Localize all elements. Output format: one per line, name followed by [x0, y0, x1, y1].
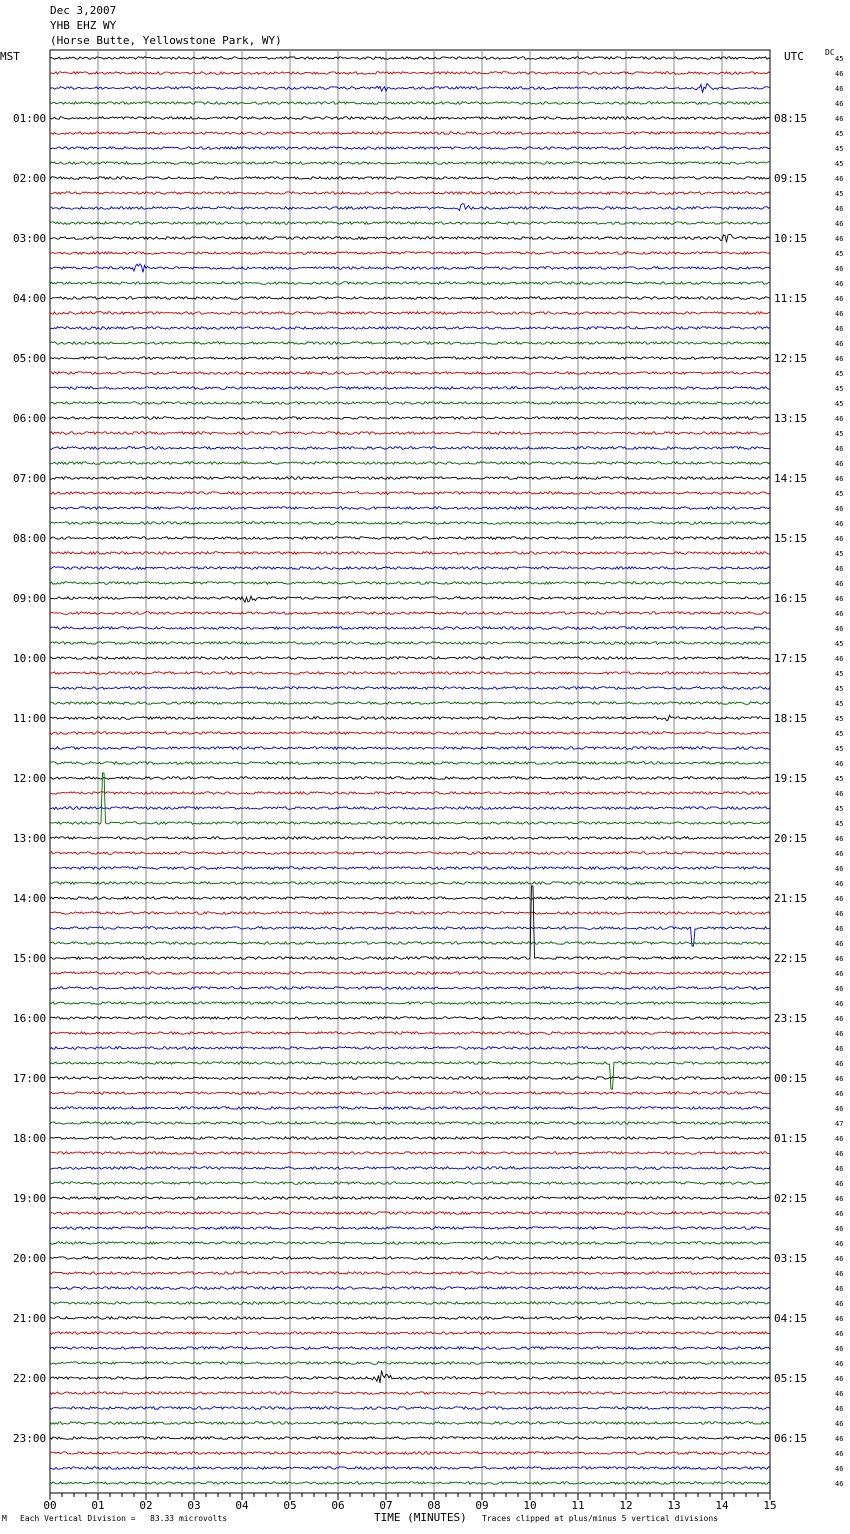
- x-tick-label: 03: [187, 1499, 201, 1512]
- trace-23: [50, 402, 770, 405]
- dc-offset-label: 46: [835, 1000, 844, 1008]
- dc-offset-label: 46: [835, 205, 844, 213]
- utc-hour-label: 23:15: [774, 1012, 808, 1025]
- dc-offset-label: 46: [835, 475, 844, 483]
- x-tick-label: 00: [43, 1499, 57, 1512]
- mst-hour-label: 01:00: [13, 112, 47, 125]
- x-tick-label: 15: [763, 1499, 777, 1512]
- mst-hour-label: 11:00: [13, 712, 47, 725]
- dc-offset-label: 46: [835, 1465, 844, 1473]
- plot-frame: [50, 50, 770, 1493]
- dc-offset-label: 45: [835, 700, 844, 708]
- dc-offset-label: 46: [835, 790, 844, 798]
- dc-offset-label: 46: [835, 985, 844, 993]
- trace-12: [50, 235, 770, 243]
- dc-offset-label: 46: [835, 925, 844, 933]
- trace-70: [50, 1107, 770, 1110]
- trace-39: [50, 642, 770, 645]
- utc-hour-label: 04:15: [774, 1312, 808, 1325]
- trace-36: [50, 596, 770, 602]
- x-tick-label: 10: [523, 1499, 537, 1512]
- utc-hour-label: 15:15: [774, 532, 808, 545]
- dc-label: DC: [825, 48, 835, 57]
- dc-offset-label: 46: [835, 865, 844, 873]
- utc-hour-label: 17:15: [774, 652, 808, 665]
- right-zone-label: UTC: [784, 50, 804, 63]
- trace-50: [50, 807, 770, 810]
- dc-offset-label: 46: [835, 220, 844, 228]
- trace-67: [50, 1062, 770, 1089]
- mst-hour-label: 19:00: [13, 1192, 47, 1205]
- mst-hour-label: 17:00: [13, 1072, 47, 1085]
- mst-hour-label: 07:00: [13, 472, 47, 485]
- dc-offset-label: 46: [835, 70, 844, 78]
- dc-offset-label: 46: [835, 85, 844, 93]
- header-station: YHB EHZ WY: [50, 19, 117, 32]
- trace-80: [50, 1257, 770, 1260]
- dc-offset-label: 45: [835, 145, 844, 153]
- mst-hour-label: 21:00: [13, 1312, 47, 1325]
- trace-89: [50, 1392, 770, 1395]
- dc-offset-label: 46: [835, 1390, 844, 1398]
- dc-offset-label: 46: [835, 595, 844, 603]
- trace-61: [50, 972, 770, 975]
- utc-hour-label: 06:15: [774, 1432, 808, 1445]
- dc-offset-label: 46: [835, 115, 844, 123]
- dc-offset-label: 46: [835, 565, 844, 573]
- trace-63: [50, 1002, 770, 1005]
- trace-95: [50, 1482, 770, 1485]
- trace-0: [50, 57, 770, 60]
- dc-offset-label: 46: [835, 1285, 844, 1293]
- dc-offset-label: 46: [835, 100, 844, 108]
- dc-offset-label: 45: [835, 250, 844, 258]
- utc-hour-label: 18:15: [774, 712, 808, 725]
- trace-54: [50, 867, 770, 870]
- dc-offset-label: 46: [835, 445, 844, 453]
- dc-offset-label: 45: [835, 160, 844, 168]
- dc-offset-label: 45: [835, 805, 844, 813]
- dc-offset-label: 46: [835, 1210, 844, 1218]
- dc-offset-label: 46: [835, 895, 844, 903]
- trace-51: [50, 773, 770, 824]
- dc-offset-label: 46: [835, 310, 844, 318]
- mst-hour-label: 16:00: [13, 1012, 47, 1025]
- trace-76: [50, 1197, 770, 1200]
- dc-offset-label: 46: [835, 1420, 844, 1428]
- trace-90: [50, 1407, 770, 1410]
- dc-offset-label: 45: [835, 640, 844, 648]
- trace-20: [50, 357, 770, 360]
- utc-hour-label: 02:15: [774, 1192, 808, 1205]
- trace-15: [50, 282, 770, 285]
- trace-56: [50, 897, 770, 900]
- trace-75: [50, 1182, 770, 1185]
- x-tick-label: 11: [571, 1499, 585, 1512]
- utc-hour-label: 19:15: [774, 772, 808, 785]
- mst-hour-label: 09:00: [13, 592, 47, 605]
- trace-8: [50, 177, 770, 180]
- mst-hour-label: 10:00: [13, 652, 47, 665]
- x-tick-label: 04: [235, 1499, 249, 1512]
- dc-offset-label: 45: [835, 745, 844, 753]
- trace-92: [50, 1437, 770, 1440]
- trace-85: [50, 1332, 770, 1335]
- x-tick-label: 12: [619, 1499, 633, 1512]
- trace-93: [50, 1452, 770, 1455]
- dc-offset-label: 46: [835, 1240, 844, 1248]
- trace-88: [50, 1371, 770, 1383]
- utc-hour-label: 11:15: [774, 292, 808, 305]
- trace-35: [50, 582, 770, 585]
- trace-52: [50, 837, 770, 840]
- mst-hour-label: 13:00: [13, 832, 47, 845]
- trace-30: [50, 507, 770, 510]
- trace-71: [50, 1122, 770, 1125]
- trace-68: [50, 1077, 770, 1080]
- dc-offset-label: 46: [835, 1180, 844, 1188]
- dc-offset-label: 45: [835, 130, 844, 138]
- dc-offset-label: 46: [835, 835, 844, 843]
- x-tick-label: 13: [667, 1499, 681, 1512]
- trace-49: [50, 792, 770, 795]
- utc-hour-label: 12:15: [774, 352, 808, 365]
- dc-offset-label: 45: [835, 370, 844, 378]
- dc-offset-label: 46: [835, 1105, 844, 1113]
- dc-offset-label: 46: [835, 970, 844, 978]
- dc-offset-label: 46: [835, 1405, 844, 1413]
- mst-hour-label: 18:00: [13, 1132, 47, 1145]
- trace-11: [50, 222, 770, 225]
- trace-3: [50, 102, 770, 105]
- mst-hour-label: 23:00: [13, 1432, 47, 1445]
- utc-hour-label: 09:15: [774, 172, 808, 185]
- trace-38: [50, 627, 770, 630]
- x-tick-label: 02: [139, 1499, 153, 1512]
- dc-offset-label: 46: [835, 580, 844, 588]
- utc-hour-label: 05:15: [774, 1372, 808, 1385]
- trace-31: [50, 522, 770, 525]
- utc-hour-label: 20:15: [774, 832, 808, 845]
- x-tick-label: 08: [427, 1499, 441, 1512]
- trace-45: [50, 732, 770, 735]
- utc-hour-label: 01:15: [774, 1132, 808, 1145]
- dc-offset-label: 46: [835, 1270, 844, 1278]
- trace-43: [50, 702, 770, 705]
- trace-73: [50, 1152, 770, 1155]
- trace-17: [50, 312, 770, 315]
- trace-81: [50, 1272, 770, 1275]
- dc-offset-label: 46: [835, 535, 844, 543]
- dc-offset-label: 45: [835, 820, 844, 828]
- mst-hour-label: 14:00: [13, 892, 47, 905]
- trace-9: [50, 192, 770, 195]
- dc-offset-label: 46: [835, 1135, 844, 1143]
- dc-offset-label: 45: [835, 430, 844, 438]
- trace-47: [50, 762, 770, 765]
- dc-offset-label: 46: [835, 1150, 844, 1158]
- dc-offset-label: 45: [835, 400, 844, 408]
- trace-32: [50, 537, 770, 540]
- mst-hour-label: 03:00: [13, 232, 47, 245]
- trace-84: [50, 1317, 770, 1320]
- trace-5: [50, 132, 770, 135]
- trace-83: [50, 1302, 770, 1305]
- trace-18: [50, 327, 770, 330]
- dc-offset-label: 45: [835, 55, 844, 63]
- mst-hour-label: 15:00: [13, 952, 47, 965]
- dc-offset-label: 46: [835, 655, 844, 663]
- trace-13: [50, 252, 770, 255]
- dc-offset-label: 46: [835, 1300, 844, 1308]
- mst-hour-label: 05:00: [13, 352, 47, 365]
- dc-offset-label: 45: [835, 775, 844, 783]
- x-tick-label: 14: [715, 1499, 729, 1512]
- dc-offset-label: 46: [835, 910, 844, 918]
- dc-offset-label: 46: [835, 940, 844, 948]
- mst-hour-label: 12:00: [13, 772, 47, 785]
- x-tick-label: 01: [91, 1499, 105, 1512]
- dc-offset-label: 46: [835, 460, 844, 468]
- dc-offset-label: 46: [835, 1045, 844, 1053]
- trace-41: [50, 672, 770, 675]
- trace-21: [50, 372, 770, 375]
- x-tick-label: 05: [283, 1499, 297, 1512]
- trace-22: [50, 387, 770, 390]
- utc-hour-label: 03:15: [774, 1252, 808, 1265]
- trace-78: [50, 1227, 770, 1230]
- dc-offset-label: 46: [835, 1360, 844, 1368]
- trace-79: [50, 1242, 770, 1245]
- utc-hour-label: 16:15: [774, 592, 808, 605]
- dc-offset-label: 46: [835, 1165, 844, 1173]
- dc-offset-label: 45: [835, 385, 844, 393]
- x-tick-label: 09: [475, 1499, 489, 1512]
- dc-offset-label: 46: [835, 760, 844, 768]
- trace-2: [50, 84, 770, 93]
- mst-hour-label: 08:00: [13, 532, 47, 545]
- utc-hour-label: 22:15: [774, 952, 808, 965]
- trace-57: [50, 912, 770, 915]
- mst-hour-label: 20:00: [13, 1252, 47, 1265]
- dc-offset-label: 45: [835, 715, 844, 723]
- trace-1: [50, 72, 770, 75]
- dc-offset-label: 45: [835, 550, 844, 558]
- dc-offset-label: 46: [835, 1480, 844, 1488]
- dc-offset-label: 46: [835, 1375, 844, 1383]
- mst-hour-label: 22:00: [13, 1372, 47, 1385]
- trace-66: [50, 1047, 770, 1050]
- trace-7: [50, 162, 770, 165]
- trace-25: [50, 432, 770, 435]
- trace-26: [50, 447, 770, 450]
- trace-91: [50, 1422, 770, 1425]
- trace-74: [50, 1167, 770, 1170]
- x-tick-label: 07: [379, 1499, 393, 1512]
- trace-28: [50, 477, 770, 480]
- dc-offset-label: 46: [835, 235, 844, 243]
- trace-72: [50, 1137, 770, 1140]
- trace-16: [50, 297, 770, 300]
- dc-offset-label: 46: [835, 880, 844, 888]
- trace-46: [50, 747, 770, 750]
- trace-59: [50, 942, 770, 945]
- dc-offset-label: 45: [835, 685, 844, 693]
- dc-offset-label: 45: [835, 190, 844, 198]
- dc-offset-label: 46: [835, 265, 844, 273]
- utc-hour-label: 14:15: [774, 472, 808, 485]
- trace-4: [50, 117, 770, 120]
- trace-10: [50, 204, 770, 211]
- dc-offset-label: 46: [835, 1060, 844, 1068]
- trace-82: [50, 1287, 770, 1290]
- trace-27: [50, 462, 770, 465]
- header-location: (Horse Butte, Yellowstone Park, WY): [50, 34, 282, 47]
- trace-44: [50, 715, 770, 720]
- left-zone-label: MST: [0, 50, 20, 63]
- x-axis-label: TIME (MINUTES): [374, 1511, 467, 1524]
- dc-offset-label: 46: [835, 1450, 844, 1458]
- trace-64: [50, 1017, 770, 1020]
- dc-offset-label: 46: [835, 340, 844, 348]
- dc-offset-label: 46: [835, 1195, 844, 1203]
- trace-33: [50, 552, 770, 555]
- dc-offset-label: 47: [835, 1120, 844, 1128]
- trace-6: [50, 147, 770, 150]
- dc-offset-label: 46: [835, 520, 844, 528]
- dc-offset-label: 46: [835, 610, 844, 618]
- dc-offset-label: 46: [835, 1435, 844, 1443]
- corner-mark: M: [2, 1514, 7, 1523]
- dc-offset-label: 46: [835, 955, 844, 963]
- mst-hour-label: 04:00: [13, 292, 47, 305]
- dc-offset-label: 46: [835, 175, 844, 183]
- dc-offset-label: 46: [835, 415, 844, 423]
- trace-40: [50, 657, 770, 660]
- dc-offset-label: 46: [835, 355, 844, 363]
- dc-offset-label: 45: [835, 730, 844, 738]
- mst-hour-label: 06:00: [13, 412, 47, 425]
- dc-offset-label: 46: [835, 1030, 844, 1038]
- trace-19: [50, 342, 770, 345]
- utc-hour-label: 10:15: [774, 232, 808, 245]
- dc-offset-label: 45: [835, 490, 844, 498]
- trace-14: [50, 264, 770, 272]
- dc-offset-label: 46: [835, 1090, 844, 1098]
- dc-offset-label: 46: [835, 1345, 844, 1353]
- dc-offset-label: 46: [835, 1315, 844, 1323]
- utc-hour-label: 08:15: [774, 112, 808, 125]
- utc-hour-label: 21:15: [774, 892, 808, 905]
- trace-37: [50, 612, 770, 615]
- trace-86: [50, 1347, 770, 1350]
- dc-offset-label: 46: [835, 1330, 844, 1338]
- clip-note: Traces clipped at plus/minus 5 vertical divisions: [482, 1514, 719, 1523]
- scale-note: Each Vertical Division = 83.33 microvolts: [20, 1514, 228, 1523]
- dc-offset-label: 46: [835, 850, 844, 858]
- x-tick-label: 06: [331, 1499, 345, 1512]
- utc-hour-label: 00:15: [774, 1072, 808, 1085]
- dc-offset-label: 46: [835, 295, 844, 303]
- dc-offset-label: 46: [835, 1075, 844, 1083]
- trace-94: [50, 1467, 770, 1470]
- trace-87: [50, 1362, 770, 1365]
- trace-29: [50, 492, 770, 495]
- trace-34: [50, 567, 770, 570]
- dc-offset-label: 46: [835, 625, 844, 633]
- trace-53: [50, 852, 770, 855]
- dc-offset-label: 46: [835, 1255, 844, 1263]
- dc-offset-label: 46: [835, 280, 844, 288]
- dc-offset-label: 46: [835, 1015, 844, 1023]
- trace-77: [50, 1212, 770, 1215]
- trace-42: [50, 687, 770, 690]
- trace-48: [50, 777, 770, 780]
- header-date: Dec 3,2007: [50, 4, 117, 17]
- trace-65: [50, 1032, 770, 1035]
- dc-offset-label: 46: [835, 505, 844, 513]
- trace-24: [50, 417, 770, 420]
- dc-offset-label: 46: [835, 325, 844, 333]
- utc-hour-label: 13:15: [774, 412, 808, 425]
- dc-offset-label: 45: [835, 670, 844, 678]
- trace-62: [50, 987, 770, 990]
- dc-offset-label: 46: [835, 1225, 844, 1233]
- trace-55: [50, 882, 770, 885]
- trace-69: [50, 1092, 770, 1095]
- mst-hour-label: 02:00: [13, 172, 47, 185]
